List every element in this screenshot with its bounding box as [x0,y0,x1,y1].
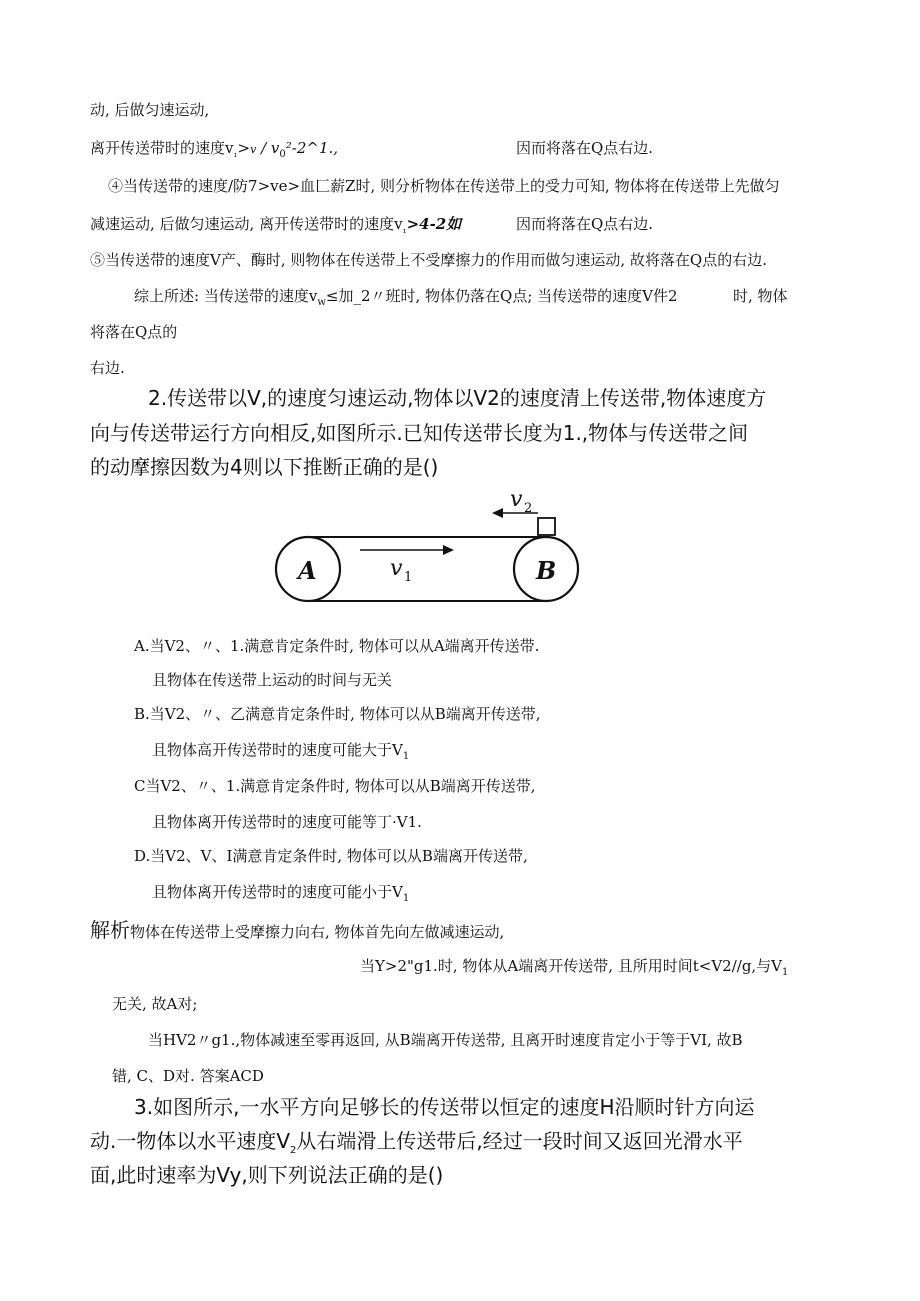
text-line-5: ⑤当传送带的速度V产、酶时, 则物体在传送带上不受摩擦力的作用而做匀速运动, 故将落在Q点的右边. [90,251,767,269]
analysis-label: 解析 [90,918,130,942]
analysis-line-3: 无关, 故A对; [112,995,198,1013]
text-line-7: 将落在Q点的 [90,323,178,341]
text-segment: 动.一物体以水平速度V [90,1129,291,1153]
analysis-line-5: 错, C、D对. 答案ACD [112,1067,264,1085]
text-segment: 减速运动, 后做匀速运动, 离开传送带时的速度v [90,215,403,233]
label-b: B [536,556,557,585]
text-line-4-end: 因而将落在Q点右边. [516,215,654,233]
option-d-line-2 [152,882,409,909]
text-segment: 当Y>2"g1.时, 物体从A端离开传送带, 且所用时间t<V2//g,与V [360,957,783,975]
q3-line-3: 面,此时速率为Vy,则下列说法正确的是() [90,1163,444,1187]
text-line-8: 右边. [90,359,125,377]
option-c-line-2: 且物体离开传送带时的速度可能等丁·V1. [152,813,422,831]
text-line-6-end: 时, 物体 [733,287,788,305]
label-v1: v [390,556,403,581]
text-segment: 离开传送带时的速度v [90,139,234,157]
v2-arrowhead [492,508,503,518]
option-a-line-1: A.当V2、〃、1.满意肯定条件时, 物体可以从A端离开传送带. [134,637,540,655]
text-line-3: ④当传送带的速度/防7>ve>血匚薪Z时, 则分析物体在传送带上的受力可知, 物体将在传送带上先做匀 [108,177,780,195]
label-a: A [298,556,317,585]
subscript: ₁ [233,149,238,160]
text-line-1: 动, 后做匀速运动, [90,101,210,119]
label-v1-sub: 1 [404,570,413,585]
q3-line-2 [90,1128,743,1164]
label-v2: v [510,488,523,512]
subscript: 1 [402,751,410,762]
text-line-4 [90,214,461,241]
v1-arrowhead [443,545,454,555]
text-line-2 [90,138,338,165]
text-line-2-end: 因而将落在Q点右边. [516,139,654,157]
text-segment: 且物体高开传送带时的速度可能大于V [152,741,403,759]
subscript: 2 [290,1145,297,1156]
label-v2-sub: 2 [524,501,533,516]
text-segment: > [237,139,251,157]
analysis-line-2 [360,956,788,983]
subscript: w [317,297,326,308]
option-b-line-1: B.当V2、〃、乙满意肯定条件时, 物体可以从B端离开传送带, [134,705,541,723]
q2-line-2: 向与传送带运行方向相反,如图所示.已知传送带长度为1.,物体与传送带之间 [90,421,749,445]
text-line-6 [134,286,678,313]
analysis-line-4: 当HV2〃g1.,物体减速至零再返回, 从B端离开传送带, 且离开时速度肯定小于等于VI, 故B [148,1031,743,1049]
text-segment: v [250,143,257,156]
subscript: ₁ [402,225,407,236]
option-a-line-2: 且物体在传送带上运动的时间与无关 [152,671,393,689]
analysis-line-1 [90,920,504,942]
q2-line-3: 的动摩擦因数为4则以下推断正确的是() [90,455,439,479]
text-segment: 综上所述: 当传送带的速度v [134,287,318,305]
subscript: 1 [402,893,410,904]
q3-line-1: 3.如图所示,一水平方向足够长的传送带以恒定的速度H沿顺时针方向运 [134,1095,755,1119]
block-square [538,518,555,535]
q2-line-1: 2.传送带以V,的速度匀速运动,物体以V2的速度清上传送带,物体速度方 [148,386,767,410]
text-segment: ≤加_2〃班时, 物体仍落在Q点; 当传送带的速度V件2 [325,287,678,305]
text-segment: >4-2如 [406,215,462,233]
option-d-line-1: D.当V2、V、I满意肯定条件时, 物体可以从B端离开传送带, [134,847,528,865]
option-b-line-2 [152,740,409,767]
text-segment: 从右端滑上传送带后,经过一段时间又返回光滑水平 [296,1129,743,1153]
text-segment: 物体在传送带上受摩擦力向右, 物体首先向左做减速运动, [130,923,505,941]
subscript: 1 [782,967,789,978]
text-segment: / v [261,139,280,157]
option-c-line-1: C当V2、〃、1.满意肯定条件时, 物体可以从B端离开传送带, [134,777,536,795]
subscript: 0 [279,149,286,160]
conveyor-belt-figure [270,488,590,618]
text-segment: ²-2^1., [285,139,339,157]
text-segment: 且物体离开传送带时的速度可能小于V [152,883,403,901]
